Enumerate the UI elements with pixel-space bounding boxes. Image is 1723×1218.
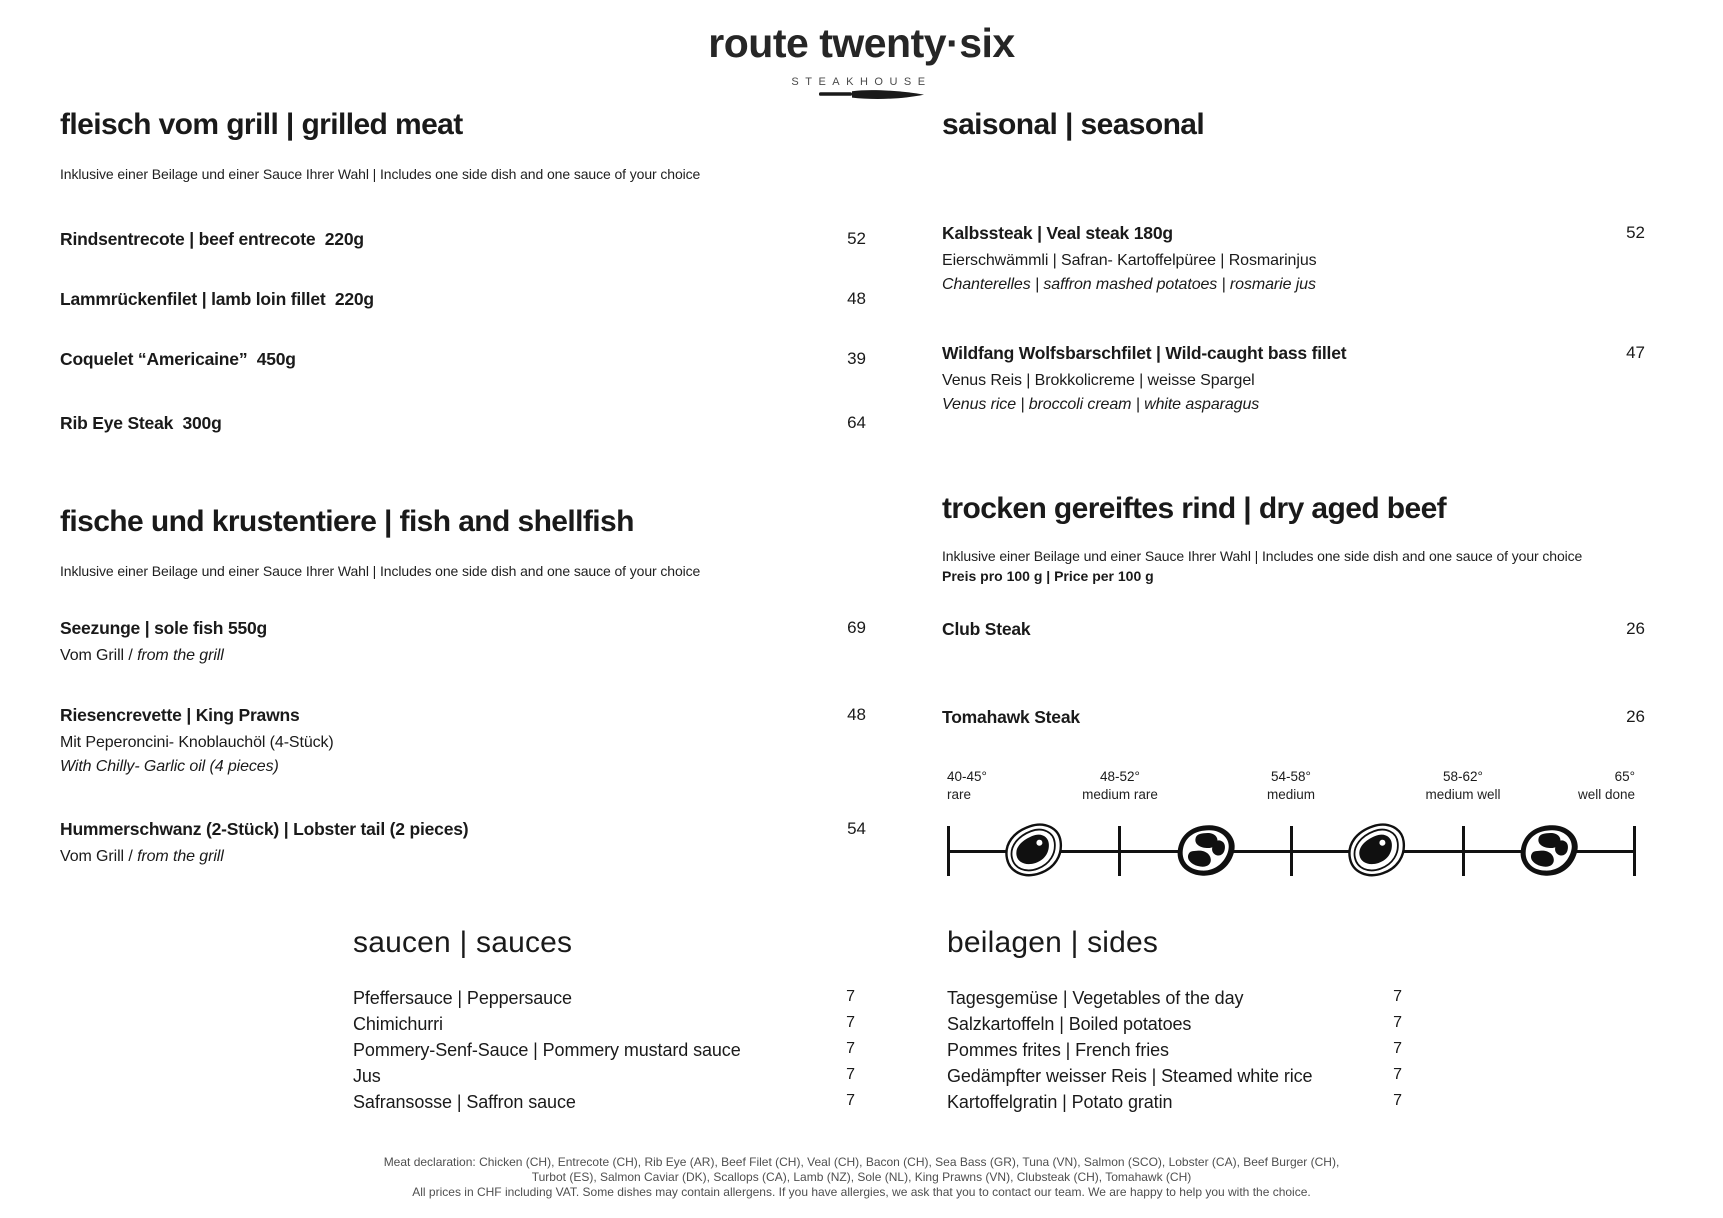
section-sides	[947, 926, 1402, 1126]
doneness-point: 54-58° medium	[1266, 769, 1315, 802]
knife-icon	[819, 88, 925, 101]
item-name: Tagesgemüse | Vegetables of the day	[947, 988, 1244, 1008]
axis-tick	[1633, 826, 1636, 876]
item-price: 39	[847, 349, 866, 368]
item-price: 7	[1393, 1066, 1402, 1083]
logo-wordmark: route twenty·six	[708, 20, 1015, 66]
item-name: Riesencrevette | King Prawns	[60, 705, 300, 725]
item-price: 69	[847, 618, 866, 637]
menu-item	[947, 1092, 1402, 1113]
steak-icon-rare	[1001, 822, 1067, 880]
menu-item	[947, 1066, 1402, 1087]
logo-tagline: STEAKHOUSE	[791, 76, 932, 88]
item-name: Gedämpfter weisser Reis | Steamed white rice	[947, 1066, 1313, 1086]
axis-tick	[1118, 826, 1121, 876]
item-price: 48	[847, 289, 866, 308]
footer-line: Meat declaration: Chicken (CH), Entrecote (CH), Rib Eye (AR), Beef Filet (CH), Veal (CH), Bacon (CH), Sea Bass (GR), Tuna (VN), Salmon (SCO), Lobster (CA), Beef Burger (CH),	[383, 1155, 1340, 1169]
item-price: 54	[847, 819, 866, 838]
axis-tick	[947, 826, 950, 876]
item-price: 7	[846, 988, 855, 1005]
item-name: Pommes frites | French fries	[947, 1040, 1169, 1060]
section-fish-shellfish	[60, 505, 866, 895]
item-price: 26	[1626, 619, 1645, 638]
item-price: 52	[847, 229, 866, 248]
menu-item	[353, 1040, 855, 1061]
item-name: Club Steak	[942, 619, 1031, 639]
menu-item	[60, 288, 866, 310]
section-title: trocken gereiftes rind | dry aged beef	[942, 492, 1447, 525]
doneness-scale	[942, 768, 1645, 898]
axis-tick	[1290, 826, 1293, 876]
item-description: Vom Grill / from the grill	[60, 848, 224, 865]
doneness-point: 65° well done	[1577, 769, 1635, 802]
item-description: Vom Grill / from the grill	[60, 647, 224, 664]
steak-icon-medium	[1344, 822, 1410, 880]
item-price: 7	[1393, 1014, 1402, 1031]
menu-item	[353, 1092, 855, 1113]
item-name: Pommery-Senf-Sauce | Pommery mustard sauce	[353, 1040, 741, 1060]
section-title: saucen | sauces	[353, 926, 573, 959]
menu-item	[942, 222, 1645, 296]
menu-item	[947, 1040, 1402, 1061]
menu-item	[353, 1066, 855, 1087]
axis-tick	[1462, 826, 1465, 876]
steak-icon-medium-rare	[1173, 822, 1239, 880]
section-title: fleisch vom grill | grilled meat	[60, 108, 463, 141]
item-price: 64	[847, 413, 866, 432]
section-subtitle: Inklusive einer Beilage und einer Sauce Ihrer Wahl | Includes one side dish and one sauce of your choice	[60, 563, 701, 579]
item-price: 7	[846, 1092, 855, 1109]
item-name: Pfeffersauce | Peppersauce	[353, 988, 572, 1008]
item-price: 47	[1626, 343, 1645, 362]
menu-item	[947, 988, 1402, 1009]
section-title: saisonal | seasonal	[942, 108, 1205, 141]
item-name: Jus	[353, 1066, 381, 1086]
section-grilled-meat	[60, 108, 866, 488]
price-per-100g-note: Preis pro 100 g | Price per 100 g	[942, 568, 1154, 584]
item-price: 52	[1626, 223, 1645, 242]
item-name: Rindsentrecote | beef entrecote 220g	[60, 229, 364, 249]
section-sauces	[353, 926, 855, 1126]
item-name: Salzkartoffeln | Boiled potatoes	[947, 1014, 1192, 1034]
item-price: 7	[1393, 1092, 1402, 1109]
item-price: 7	[846, 1014, 855, 1031]
item-name: Seezunge | sole fish 550g	[60, 618, 268, 638]
section-subtitle: Inklusive einer Beilage und einer Sauce Ihrer Wahl | Includes one side dish and one sauce of your choice	[60, 166, 701, 182]
item-description: Venus Reis | Brokkolicreme | weisse Spargel Venus rice | broccoli cream | white asparagus	[942, 372, 1260, 413]
menu-item	[60, 704, 866, 778]
menu-item	[60, 348, 866, 370]
item-price: 7	[846, 1040, 855, 1057]
item-description: Mit Peperoncini- Knoblauchöl (4-Stück) With Chilly- Garlic oil (4 pieces)	[60, 734, 334, 775]
item-description: Eierschwämmli | Safran- Kartoffelpüree | Rosmarinjus Chanterelles | saffron mashed potatoes | rosmarie jus	[942, 252, 1317, 293]
section-subtitle: Inklusive einer Beilage und einer Sauce Ihrer Wahl | Includes one side dish and one sauce of your choice	[942, 548, 1583, 564]
menu-item	[60, 818, 866, 869]
item-name: Tomahawk Steak	[942, 707, 1080, 727]
item-name: Safransosse | Saffron sauce	[353, 1092, 576, 1112]
item-price: 48	[847, 705, 866, 724]
item-name: Lammrückenfilet | lamb loin fillet 220g	[60, 289, 374, 309]
item-name: Chimichurri	[353, 1014, 443, 1034]
item-price: 7	[1393, 1040, 1402, 1057]
footer-line: All prices in CHF including VAT. Some dishes may contain allergens. If you have allergies, we ask that you to contact our team. We are happy to help you with the choice.	[412, 1185, 1311, 1199]
menu-item	[947, 1014, 1402, 1035]
doneness-point: 40-45° rare	[947, 769, 987, 802]
item-name: Wildfang Wolfsbarschfilet | Wild-caught bass fillet	[942, 343, 1347, 363]
item-name: Coquelet “Americaine” 450g	[60, 349, 296, 369]
item-name: Hummerschwanz (2-Stück) | Lobster tail (2 pieces)	[60, 819, 469, 839]
section-title: fische und krustentiere | fish and shellfish	[60, 505, 634, 538]
item-price: 7	[1393, 988, 1402, 1005]
menu-item	[942, 618, 1645, 640]
section-seasonal	[942, 108, 1645, 438]
menu-item	[942, 342, 1645, 416]
steak-icon-well-done	[1516, 822, 1582, 880]
item-name: Kalbssteak | Veal steak 180g	[942, 223, 1173, 243]
item-name: Kartoffelgratin | Potato gratin	[947, 1092, 1173, 1112]
doneness-point: 58-62° medium well	[1425, 769, 1501, 802]
item-price: 26	[1626, 707, 1645, 726]
menu-item	[942, 706, 1645, 728]
section-dry-aged-beef	[942, 492, 1645, 912]
menu-item	[60, 617, 866, 668]
section-title: beilagen | sides	[947, 926, 1159, 959]
menu-item	[353, 1014, 855, 1035]
menu-item	[60, 228, 866, 250]
menu-item	[353, 988, 855, 1009]
footer-line: Turbot (ES), Salmon Caviar (DK), Scallops (CA), Lamb (NZ), Sole (NL), King Prawns (VN), Clubsteak (CH), Tomahawk (CH)	[531, 1170, 1192, 1184]
menu-item	[60, 412, 866, 434]
meat-declaration	[0, 1155, 1723, 1200]
doneness-point: 48-52° medium rare	[1082, 769, 1158, 802]
item-price: 7	[846, 1066, 855, 1083]
item-name: Rib Eye Steak 300g	[60, 413, 222, 433]
